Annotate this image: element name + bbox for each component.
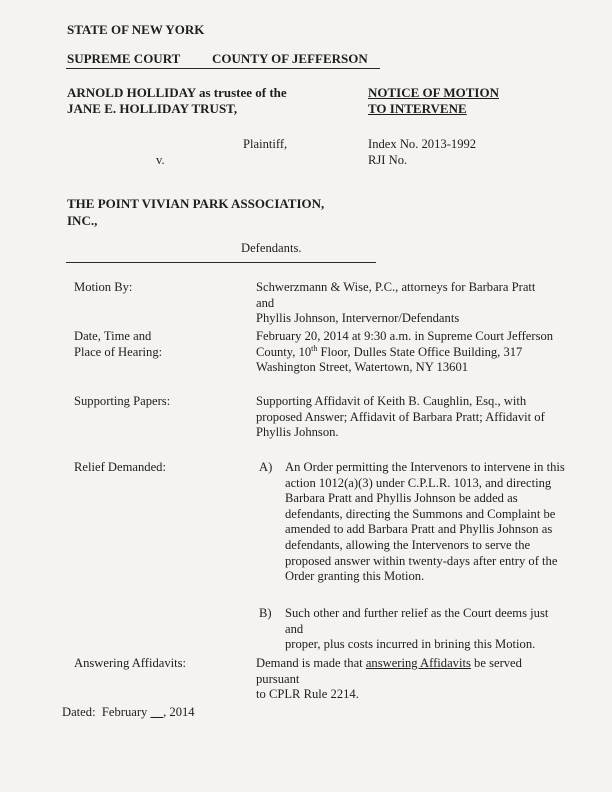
supporting-text (256, 394, 556, 441)
answering-label: Answering Affidavits: (74, 656, 187, 670)
relief-a-line: action 1012(a)(3) under C.P.L.R. 1013, and directing (285, 475, 552, 490)
relief-b-line: Such other and further relief as the Court deems just and (285, 606, 549, 636)
relief-a-line: defendants, allowing the Intervenors to serve the (285, 537, 531, 552)
relief-b-marker: B) (259, 606, 272, 620)
index-number: Index No. 2013-1992 (368, 137, 477, 151)
plaintiff-line-1: ARNOLD HOLLIDAY as trustee of the (67, 85, 287, 100)
defendant-line-1: THE POINT VIVIAN PARK ASSOCIATION, (67, 196, 325, 211)
relief-b-text (285, 606, 565, 653)
hearing-label-line-2: Place of Hearing: (74, 344, 163, 359)
hearing-floor-sup: th (311, 343, 318, 353)
header-rule (66, 68, 380, 69)
hearing-line-3: Washington Street, Watertown, NY 13601 (256, 360, 469, 375)
answering-text (256, 656, 566, 703)
motion-by-line-1: Schwerzmann & Wise, P.C., attorneys for Barbara Pratt and (256, 280, 536, 310)
title-line-2: TO INTERVENE (368, 101, 467, 116)
state-heading: STATE OF NEW YORK (67, 22, 205, 37)
title-line-1: NOTICE OF MOTION (368, 85, 499, 100)
caption-rule (66, 262, 376, 263)
hearing-line-1: February 20, 2014 at 9:30 a.m. in Supreme Court Jefferson (256, 329, 554, 343)
relief-b-line: proper, plus costs incurred in brining this Motion. (285, 637, 536, 652)
dated-year: , 2014 (163, 705, 195, 719)
hearing-line-2 (256, 345, 556, 361)
supporting-line-3: Phyllis Johnson. (256, 425, 339, 440)
versus: v. (156, 153, 165, 167)
rji-number: RJI No. (368, 153, 408, 167)
plaintiff-label: Plaintiff, (243, 137, 288, 151)
supporting-line-2: proposed Answer; Affidavit of Barbara Pratt; Affidavit of (256, 409, 545, 424)
hearing-line-2-post: Floor, Dulles State Office Building, 317 (317, 344, 523, 359)
relief-a-text (285, 460, 565, 585)
court-name: SUPREME COURT (67, 51, 181, 66)
relief-label: Relief Demanded: (74, 460, 166, 474)
supporting-label: Supporting Papers: (74, 394, 171, 408)
hearing-label (74, 329, 162, 360)
answering-line-2: to CPLR Rule 2214. (256, 687, 359, 702)
hearing-line-2-pre: County, 10 (256, 344, 312, 359)
hearing-label-line-1: Date, Time and (74, 329, 152, 343)
answering-line-1 (256, 656, 566, 687)
relief-a-line: Barbara Pratt and Phyllis Johnson be added as (285, 491, 518, 506)
dated-line (62, 705, 195, 721)
dated-month: February (101, 705, 148, 719)
supporting-line-1: Supporting Affidavit of Keith B. Caughlin, Esq., with (256, 394, 527, 408)
defendant-label: Defendants. (241, 241, 302, 255)
answering-line-1-post: be served pursuant (256, 656, 522, 686)
relief-a-line: amended to add Barbara Pratt and Phyllis Johnson as (285, 522, 553, 537)
answering-affidavits-underlined: answering Affidavits (365, 656, 471, 670)
relief-a-line: Order granting this Motion. (285, 569, 425, 584)
answering-line-1-pre: Demand is made that (256, 656, 366, 670)
relief-a-line: An Order permitting the Intervenors to intervene in this (285, 460, 565, 474)
hearing-text (256, 329, 556, 376)
plaintiff-line-2: JANE E. HOLLIDAY TRUST, (67, 101, 238, 116)
county-name: COUNTY OF JEFFERSON (212, 51, 368, 66)
motion-by-text (256, 280, 556, 327)
relief-a-line: defendants, directing the Summons and Complaint be (285, 506, 556, 521)
relief-a-line: proposed answer within twenty-days after entry of the (285, 553, 558, 568)
motion-by-line-2: Phyllis Johnson, Intervernor/Defendants (256, 311, 460, 326)
dated-day-blank: __ (150, 705, 164, 719)
defendant-line-2: INC., (67, 213, 98, 228)
relief-a-marker: A) (259, 460, 273, 474)
motion-by-label: Motion By: (74, 280, 133, 294)
dated-label: Dated: (62, 705, 96, 719)
